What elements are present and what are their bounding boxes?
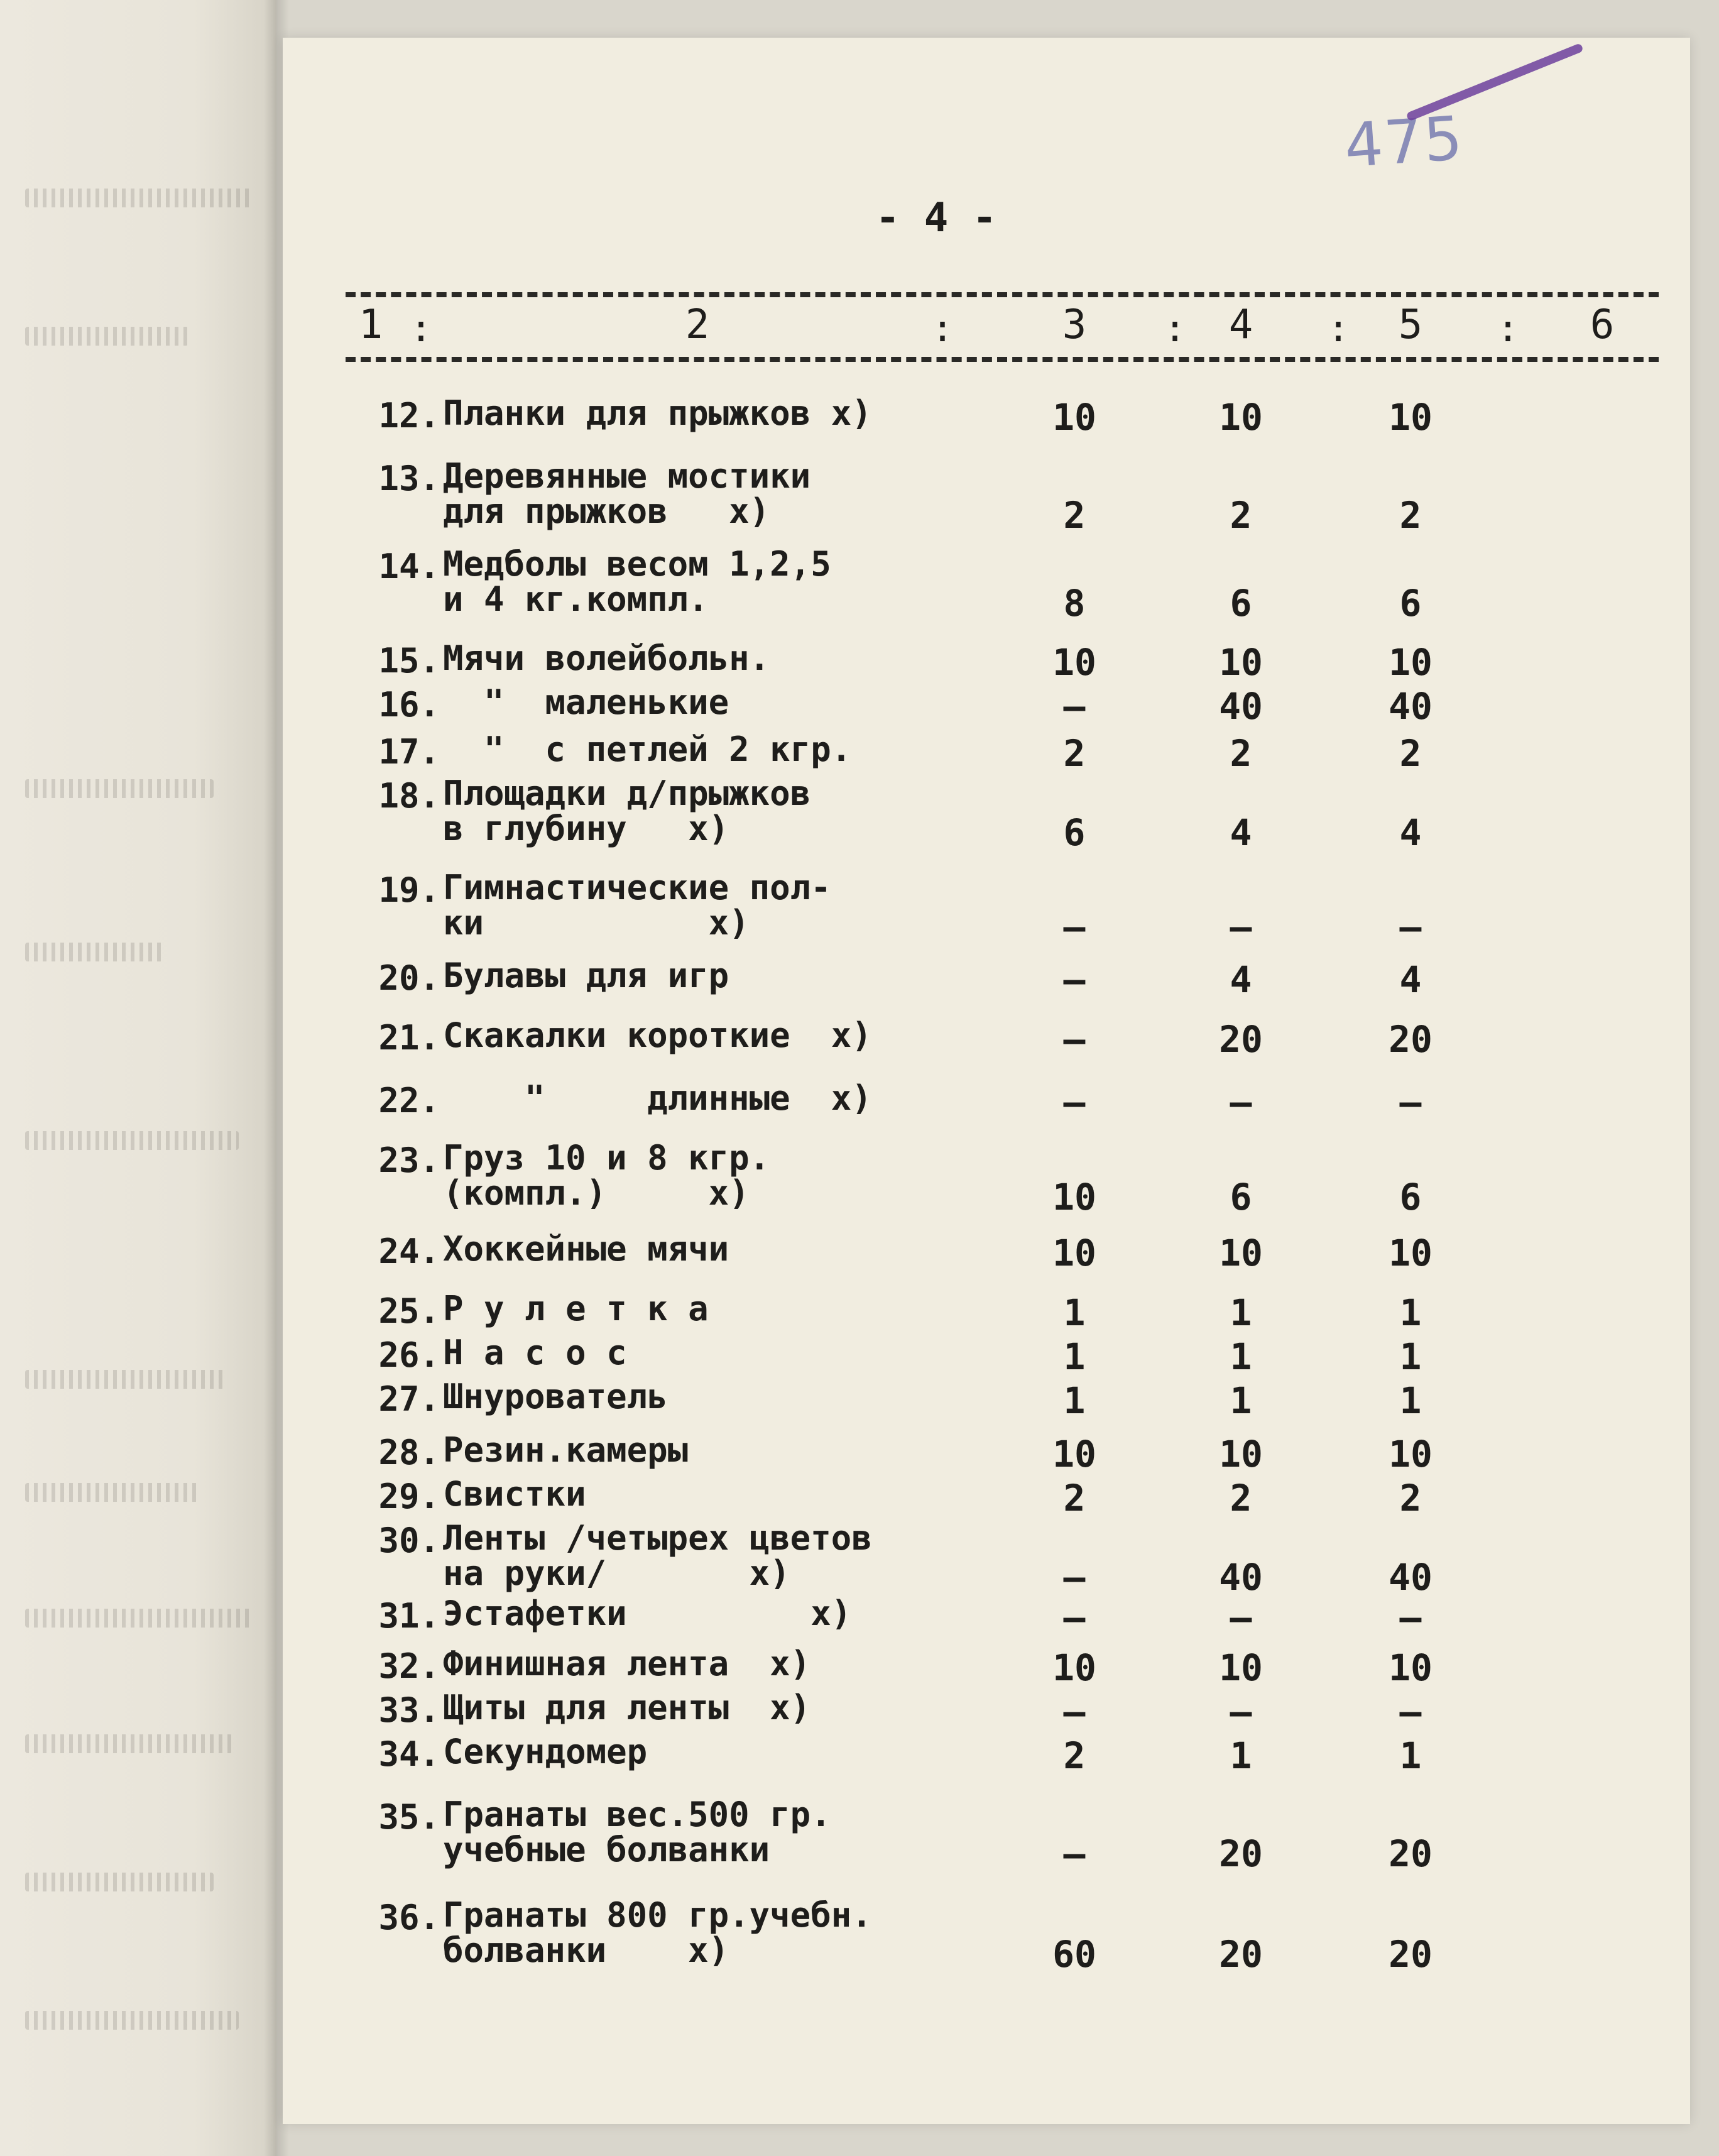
item-number: 21. [378,1018,440,1058]
quantity-col-4: – [1230,1596,1252,1639]
item-name [443,1229,729,1269]
column-separator: : [930,307,954,351]
column-separator: : [409,307,433,351]
quantity-col-5: 40 [1389,1556,1432,1599]
page-number: - 4 - [875,195,997,241]
column-header-6: 6 [1590,302,1615,348]
ink-mark [1405,43,1583,121]
item-name [443,1518,872,1593]
item-name-line: Хоккейные мячи [443,1229,729,1269]
item-name [443,393,872,433]
quantity-col-5: 4 [1399,958,1422,1001]
item-name-line: Гранаты вес.500 гр. [443,1795,831,1834]
item-name-line: для прыжков х) [443,491,770,531]
item-number: 22. [378,1081,440,1120]
quantity-col-3: 1 [1063,1379,1086,1422]
facing-page [0,0,276,2156]
item-name [443,1474,586,1514]
item-number: 33. [378,1690,440,1730]
item-number: 28. [378,1433,440,1472]
quantity-col-4: 4 [1230,958,1252,1001]
quantity-col-3: 2 [1063,494,1086,537]
quantity-col-4: 40 [1219,1556,1263,1599]
quantity-col-5: 20 [1389,1018,1432,1061]
quantity-col-3: – [1063,1596,1086,1639]
quantity-col-3: 2 [1063,732,1086,775]
item-name [443,1291,709,1327]
item-number: 14. [378,547,440,586]
item-name [443,1895,872,1970]
item-name [443,870,831,941]
quantity-col-3: 60 [1052,1933,1096,1976]
quantity-col-4: 2 [1230,732,1252,775]
quantity-col-3: 10 [1052,1433,1096,1475]
item-number: 29. [378,1477,440,1516]
item-name-line: " маленькие [443,682,729,722]
quantity-col-3: – [1063,1690,1086,1733]
quantity-col-4: 10 [1219,1646,1263,1689]
item-number: 36. [378,1898,440,1937]
quantity-col-5: 2 [1399,1477,1422,1519]
column-header-1: 1 [358,302,383,348]
item-name-line: Финишная лента х) [443,1644,811,1683]
quantity-col-4: 10 [1219,641,1263,684]
item-name-line: Скакалки короткие х) [443,1015,872,1055]
quantity-col-3: 10 [1052,1646,1096,1689]
quantity-col-5: 1 [1399,1291,1422,1334]
item-number: 26. [378,1335,440,1375]
column-header-2: 2 [685,302,710,348]
quantity-col-5: 10 [1389,641,1432,684]
quantity-col-4: 4 [1230,811,1252,854]
quantity-col-4: – [1230,906,1252,948]
quantity-col-5: 6 [1399,582,1422,625]
item-name [443,1596,851,1631]
item-number: 35. [378,1797,440,1837]
item-name-line: Эстафетки х) [443,1594,852,1633]
quantity-col-5: 1 [1399,1379,1422,1422]
column-separator: : [1496,307,1520,351]
item-name-line: на руки/ х) [443,1553,790,1593]
quantity-col-4: 10 [1219,1232,1263,1274]
quantity-col-4: 1 [1230,1335,1252,1378]
item-number: 34. [378,1734,440,1774]
item-name [443,958,729,993]
quantity-col-3: – [1063,1081,1086,1124]
quantity-col-4: 20 [1219,1018,1263,1061]
quantity-col-3: – [1063,1832,1086,1875]
item-name-line: Гимнастические пол- [443,868,831,907]
item-name-line: болванки х) [443,1930,729,1970]
item-name-line: Секундомер [443,1732,648,1771]
quantity-col-4: 1 [1230,1291,1252,1334]
quantity-col-4: 20 [1219,1832,1263,1875]
quantity-col-5: 20 [1389,1832,1432,1875]
quantity-col-5: – [1399,1081,1422,1124]
item-name-line: Груз 10 и 8 кгр. [443,1138,770,1178]
quantity-col-4: 2 [1230,494,1252,537]
item-name [443,638,770,678]
quantity-col-5: – [1399,1596,1422,1639]
item-name-line: Шнурователь [443,1377,668,1416]
quantity-col-4: 40 [1219,685,1263,728]
quantity-col-3: 1 [1063,1291,1086,1334]
item-name [443,682,729,722]
item-name [443,1734,647,1770]
quantity-col-4: 6 [1230,1176,1252,1218]
column-header-5: 5 [1398,302,1423,348]
item-number: 12. [378,396,440,435]
quantity-col-3: – [1063,685,1086,728]
quantity-col-3: – [1063,1556,1086,1599]
item-name-line: (компл.) х) [443,1173,750,1213]
quantity-col-5: 2 [1399,494,1422,537]
item-name-line: Свистки [443,1474,586,1514]
item-name-line: Планки для прыжков х) [443,393,872,433]
item-name-line: в глубину х) [443,809,729,848]
quantity-col-5: 10 [1389,1646,1432,1689]
column-header-4: 4 [1228,302,1253,348]
quantity-col-3: 10 [1052,641,1096,684]
quantity-col-5: 1 [1399,1734,1422,1777]
quantity-col-3: 8 [1063,582,1086,625]
quantity-col-5: – [1399,1690,1422,1733]
header-rule-bottom [346,357,1659,362]
quantity-col-4: 10 [1219,1433,1263,1475]
item-name [443,1379,668,1415]
document-page [283,38,1690,2124]
quantity-col-3: 10 [1052,1176,1096,1218]
item-number: 17. [378,732,440,772]
quantity-col-5: 6 [1399,1176,1422,1218]
item-name-line: Мячи волейбольн. [443,638,770,678]
item-name-line: Н а с о с [443,1333,627,1372]
item-name [443,776,810,846]
item-number: 27. [378,1379,440,1419]
item-number: 32. [378,1646,440,1686]
quantity-col-5: 4 [1399,811,1422,854]
item-name-line: ки х) [443,903,750,943]
quantity-col-3: 1 [1063,1335,1086,1378]
item-name [443,1015,872,1055]
item-name-line: Медболы весом 1,2,5 [443,544,831,584]
item-name-line: учебные болванки [443,1830,770,1869]
item-name-line: " с петлей 2 кгр. [443,730,852,769]
quantity-col-3: – [1063,906,1086,948]
quantity-col-5: 1 [1399,1335,1422,1378]
item-number: 31. [378,1596,440,1636]
quantity-col-5: 40 [1389,685,1432,728]
item-number: 25. [378,1291,440,1331]
item-name [443,1430,689,1470]
item-name [443,732,851,767]
quantity-col-4: 2 [1230,1477,1252,1519]
item-name-line: Щиты для ленты х) [443,1688,811,1727]
archive-folio-number: 475 [1342,102,1466,182]
quantity-col-3: 10 [1052,396,1096,439]
quantity-col-4: – [1230,1690,1252,1733]
item-name-line: и 4 кг.компл. [443,579,709,619]
item-name-line: Площадки д/прыжков [443,774,811,813]
quantity-col-3: 10 [1052,1232,1096,1274]
item-number: 13. [378,459,440,498]
item-name-line: Р у л е т к а [443,1289,709,1328]
item-name [443,1078,872,1118]
quantity-col-4: 6 [1230,582,1252,625]
item-number: 18. [378,776,440,816]
quantity-col-3: – [1063,1018,1086,1061]
column-header-3: 3 [1062,302,1087,348]
item-name-line: Резин.камеры [443,1430,689,1470]
item-name-line: " длинные х) [443,1078,872,1118]
quantity-col-5: 20 [1389,1933,1432,1976]
item-number: 16. [378,685,440,725]
item-number: 19. [378,870,440,910]
item-name [443,1138,770,1213]
quantity-col-5: 10 [1389,396,1432,439]
quantity-col-4: 10 [1219,396,1263,439]
header-rule-top [346,292,1659,297]
quantity-col-3: 2 [1063,1734,1086,1777]
item-number: 30. [378,1521,440,1560]
quantity-col-3: 6 [1063,811,1086,854]
item-name [443,1335,627,1371]
item-name [443,1690,810,1726]
item-name-line: Деревянные мостики [443,456,811,496]
column-separator: : [1163,307,1187,351]
quantity-col-3: – [1063,958,1086,1001]
quantity-col-5: 10 [1389,1232,1432,1274]
quantity-col-4: 1 [1230,1379,1252,1422]
item-name [443,544,831,619]
quantity-col-4: 1 [1230,1734,1252,1777]
item-name [443,1797,831,1868]
item-name-line: Ленты /четырех цветов [443,1518,872,1558]
quantity-col-4: – [1230,1081,1252,1124]
item-name [443,1646,810,1682]
quantity-col-5: – [1399,906,1422,948]
item-number: 24. [378,1232,440,1271]
item-number: 23. [378,1141,440,1180]
quantity-col-3: 2 [1063,1477,1086,1519]
column-separator: : [1326,307,1350,351]
item-number: 20. [378,958,440,998]
quantity-col-4: 20 [1219,1933,1263,1976]
item-name [443,456,811,531]
item-name-line: Гранаты 800 гр.учебн. [443,1895,872,1935]
item-name-line: Булавы для игр [443,956,729,995]
quantity-col-5: 2 [1399,732,1422,775]
item-number: 15. [378,641,440,681]
quantity-col-5: 10 [1389,1433,1432,1475]
